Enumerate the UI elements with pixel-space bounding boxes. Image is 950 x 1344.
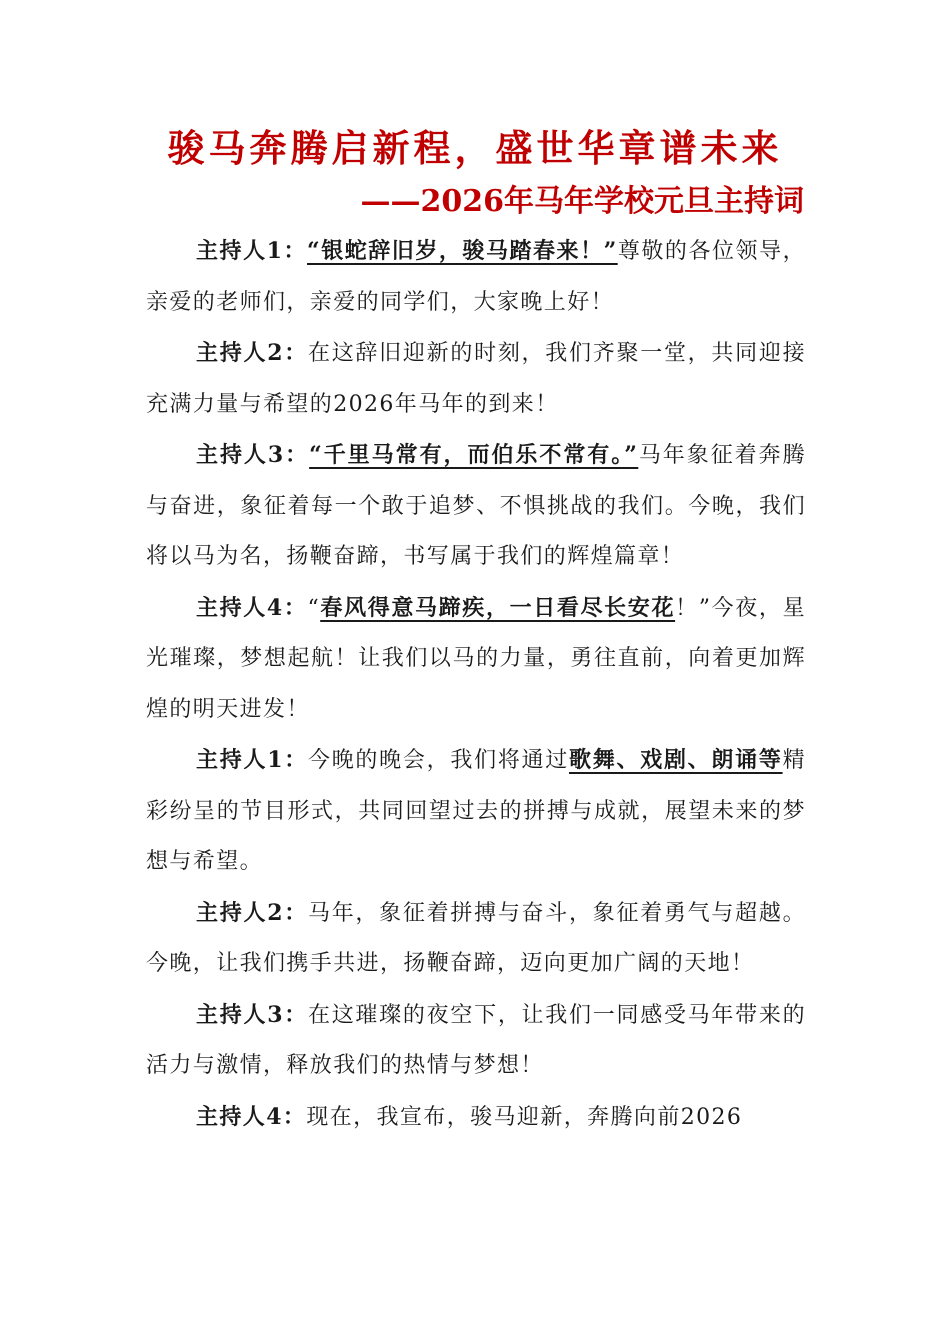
paragraph-host4-opening bbox=[146, 583, 806, 736]
paragraph-text-before: 今晚的晚会，我们将通过 bbox=[307, 748, 570, 773]
quote-text: “千里马常有，而伯乐不常有。” bbox=[309, 442, 639, 468]
speaker-label: 主持人3： bbox=[196, 442, 310, 468]
speaker-label: 主持人4： bbox=[196, 594, 308, 621]
document-body bbox=[146, 226, 806, 1143]
speaker-label: 主持人4： bbox=[196, 1103, 307, 1130]
quote-text: 春风得意马蹄疾，一日看尽长安花 bbox=[320, 594, 676, 621]
speaker-label: 主持人1： bbox=[196, 747, 308, 773]
quote-open-mark: “ bbox=[307, 595, 321, 621]
speaker-label: 主持人2： bbox=[196, 340, 308, 366]
paragraph-host4-announce bbox=[146, 1092, 806, 1144]
document-title: 骏马奔腾启新程，盛世华章谱未来 bbox=[167, 126, 783, 170]
paragraph-text: 精彩纷呈的节目形式，共同回望过去的拼搏与成就，展望未来的梦想与希望。 bbox=[146, 748, 806, 874]
paragraph-text: 现在，我宣布，骏马迎新，奔腾向前2026 bbox=[306, 1104, 743, 1130]
paragraph-host2-program bbox=[146, 888, 806, 990]
paragraph-host1-opening bbox=[146, 226, 806, 328]
paragraph-text: 在这璀璨的夜空下，让我们一同感受马年带来的活力与激情，释放我们的热情与梦想！ bbox=[146, 1002, 806, 1078]
paragraph-text: 马年，象征着拼搏与奋斗，象征着勇气与超越。今晚，让我们携手共进，扬鞭奋蹄，迈向更加广阔的天地！ bbox=[146, 900, 806, 976]
highlight-text: 歌舞、戏剧、朗诵等 bbox=[569, 747, 783, 773]
paragraph-host2-opening bbox=[146, 328, 806, 430]
paragraph-text: 在这辞旧迎新的时刻，我们齐聚一堂，共同迎接充满力量与希望的2026年马年的到来！ bbox=[146, 341, 806, 417]
speaker-label: 主持人3： bbox=[196, 1001, 308, 1028]
paragraph-text: 尊敬的各位领导，亲爱的老师们，亲爱的同学们，大家晚上好！ bbox=[146, 239, 807, 315]
speaker-label: 主持人2： bbox=[196, 899, 308, 926]
paragraph-host3-program bbox=[146, 990, 806, 1092]
paragraph-host3-opening bbox=[146, 430, 806, 583]
quote-close-mark: ！” bbox=[675, 595, 712, 621]
document-subtitle: ——2026年马年学校元旦主持词 bbox=[360, 184, 804, 219]
paragraph-text: 今夜，星光璀璨，梦想起航！让我们以马的力量，勇往直前，向着更加辉煌的明天进发！ bbox=[146, 595, 806, 722]
paragraph-host1-program bbox=[146, 735, 806, 888]
quote-text: “银蛇辞旧岁，骏马踏春来！” bbox=[307, 238, 618, 264]
paragraph-text: 马年象征着奔腾与奋进，象征着每一个敢于追梦、不惧挑战的我们。今晚，我们将以马为名，扬鞭奋蹄，书写属于我们的辉煌篇章！ bbox=[146, 443, 806, 569]
speaker-label: 主持人1： bbox=[196, 238, 307, 264]
